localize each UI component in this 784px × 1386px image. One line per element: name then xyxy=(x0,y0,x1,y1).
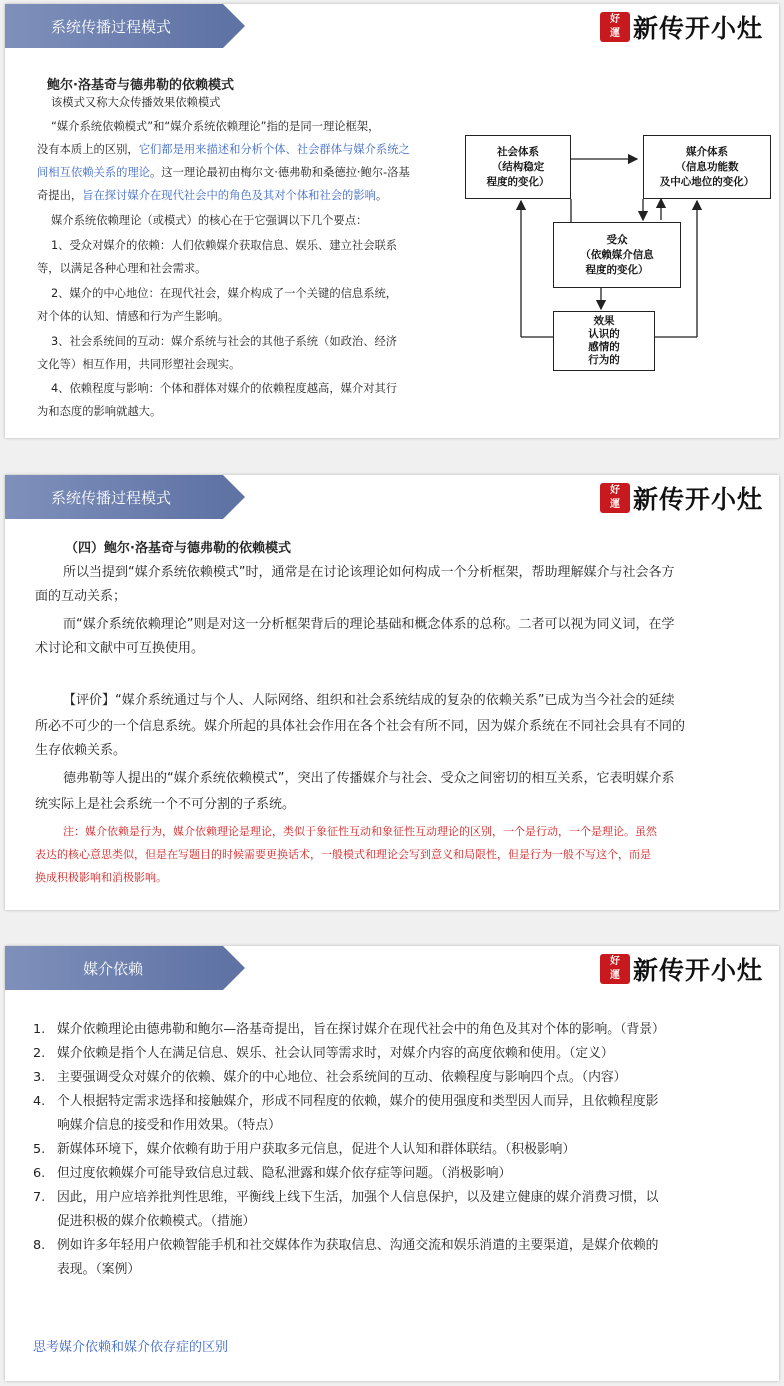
brand-logo xyxy=(600,481,763,515)
seal-icon: 好 運 xyxy=(600,483,630,513)
body-line: 所以当提到“媒介系统依赖模式”时，通常是在讨论该理论如何构成一个分析框架，帮助理解媒介与社会各方 xyxy=(63,565,675,580)
body-line: 德弗勒等人提出的“媒介系统依赖模式”，突出了传播媒介与社会、受众之间密切的相互关系，它表明媒介系 xyxy=(63,771,675,786)
body-line: 间相互依赖关系的理论。这一理论最初由梅尔文·德弗勒和桑德拉·鲍尔-洛基 xyxy=(37,166,410,179)
evaluation-line: 所必不可少的一个信息系统。媒介所起的具体社会作用在各个社会有所不同，因为媒介系统在不同社会具有不同的 xyxy=(35,719,686,734)
note-line: 注：媒介依赖是行为，媒介依赖理论是理论，类似于象征性互动和象征性互动理论的区别，一个是行动，一个是理论。虽然 xyxy=(63,825,657,838)
body-line: 媒介系统依赖理论（或模式）的核心在于它强调以下几个要点： xyxy=(51,214,368,227)
point-line: 为和态度的影响就越大。 xyxy=(37,405,162,418)
seal-icon: 好 運 xyxy=(600,12,630,42)
body-line: 术讨论和文献中可互换使用。 xyxy=(35,641,205,656)
slide-3 xyxy=(5,946,779,1381)
slide-2 xyxy=(5,475,779,910)
body-line: “媒介系统依赖模式”和“媒介系统依赖理论”指的是同一理论框架， xyxy=(51,120,380,133)
list-item: 8. 例如许多年轻用户依赖智能手机和社交媒体作为获取信息、沟通交流和娱乐消遣的主要渠道，是媒介依赖的 表现。（案例） xyxy=(33,1238,659,1277)
section-banner-label: 媒介依赖 xyxy=(83,960,144,978)
section-banner xyxy=(5,946,223,990)
list-item: 3. 主要强调受众对媒介的依赖、媒介的中心地位、社会系统间的互动、依赖程度与影响四个点。（内容） xyxy=(33,1070,627,1085)
list-item: 7. 因此，用户应培养批判性思维，平衡线上线下生活，加强个人信息保护，以及建立健康的媒介消费习惯，以 促进积极的媒介依赖模式。（措施） xyxy=(33,1190,659,1229)
media-dependency-list xyxy=(33,1018,753,1282)
evaluation-line: 生存依赖关系。 xyxy=(35,743,127,758)
page-title: 鲍尔·洛基奇与德弗勒的依赖模式 xyxy=(47,78,234,93)
point-line: 2、媒介的中心地位：在现代社会，媒介构成了一个关键的信息系统， xyxy=(51,287,398,300)
section-banner xyxy=(5,4,223,48)
seal-icon: 好 運 xyxy=(600,954,630,984)
audience-box: 受众 （依赖媒介信息 程度的变化） xyxy=(553,222,681,288)
brand-name: 新传开小灶 xyxy=(632,956,763,985)
body-line: 面的互动关系； xyxy=(35,589,127,604)
list-item: 2. 媒介依赖是指个人在满足信息、娱乐、社会认同等需求时，对媒介内容的高度依赖和使用。（定义） xyxy=(33,1046,614,1061)
point-line: 对个体的认知、情感和行为产生影响。 xyxy=(37,310,230,323)
list-item: 6. 但过度依赖媒介可能导致信息过载、隐私泄露和媒介依存症等问题。（消极影响） xyxy=(33,1166,512,1181)
dependency-diagram xyxy=(461,125,773,373)
section-banner-label: 系统传播过程模式 xyxy=(51,489,172,507)
point-line: 4、依赖程度与影响：个体和群体对媒介的依赖程度越高，媒介对其行 xyxy=(51,382,398,395)
note-line: 换成积极影响和消极影响。 xyxy=(35,871,167,884)
think-question: 思考媒介依赖和媒介依存症的区别 xyxy=(33,1340,229,1355)
list-item: 1. 媒介依赖理论由德弗勒和鲍尔—洛基奇提出，旨在探讨媒介在现代社会中的角色及其对个体的影响。（背景） xyxy=(33,1022,665,1037)
evaluation-line: 【评价】“媒介系统通过与个人、人际网络、组织和社会系统结成的复杂的依赖关系”已成为当今社会的延续 xyxy=(63,693,675,708)
body-line: 奇提出，旨在探讨媒介在现代社会中的角色及其对个体和社会的影响。 xyxy=(37,189,388,202)
effects-box: 效果 认识的 感情的 行为的 xyxy=(553,311,655,371)
highlight-text: 它们都是用来描述和分析个体、社会群体与媒介系统之 xyxy=(138,143,410,156)
point-line: 1、受众对媒介的依赖：人们依赖媒介获取信息、娱乐、建立社会联系 xyxy=(51,239,398,252)
slide-1 xyxy=(5,4,779,438)
list-item: 4. 个人根据特定需求选择和接触媒介，形成不同程度的依赖，媒介的使用强度和类型因人而异，且依赖程度影 响媒介信息的接受和作用效果。（特点） xyxy=(33,1094,659,1133)
point-line: 文化等）相互作用，共同形塑社会现实。 xyxy=(37,358,241,371)
page-title: （四）鲍尔·洛基奇与德弗勒的依赖模式 xyxy=(65,541,291,556)
intro-line: 该模式又称大众传播效果依赖模式 xyxy=(51,96,221,109)
brand-logo xyxy=(600,10,763,44)
body-line: 统实际上是社会系统一个不可分割的子系统。 xyxy=(35,797,296,812)
point-line: 等，以满足各种心理和社会需求。 xyxy=(37,262,207,275)
brand-name: 新传开小灶 xyxy=(632,14,763,43)
note-line: 表达的核心意思类似，但是在写题目的时候需要更换话术，一般模式和理论会写到意义和局限性，但是行为一般不写这个，而是 xyxy=(35,848,651,861)
section-banner-label: 系统传播过程模式 xyxy=(51,18,172,36)
brand-logo xyxy=(600,952,763,986)
brand-name: 新传开小灶 xyxy=(632,485,763,514)
highlight-text: 旨在探讨媒介在现代社会中的角色及其对个体和社会的影响 xyxy=(82,189,376,202)
section-banner xyxy=(5,475,223,519)
media-system-box: 媒介体系 （信息功能数 及中心地位的变化） xyxy=(643,135,771,199)
point-line: 3、社会系统间的互动：媒介系统与社会的其他子系统（如政治、经济 xyxy=(51,335,398,348)
highlight-text: 间相互依赖关系的理论 xyxy=(37,166,150,179)
list-item: 5. 新媒体环境下，媒介依赖有助于用户获取多元信息，促进个人认知和群体联结。（积极影响） xyxy=(33,1142,576,1157)
body-line: 没有本质上的区别，它们都是用来描述和分析个体、社会群体与媒介系统之 xyxy=(37,143,410,156)
society-system-box: 社会体系 （结构稳定 程度的变化） xyxy=(465,135,571,199)
body-line: 而“媒介系统依赖理论”则是对这一分析框架背后的理论基础和概念体系的总称。二者可以视为同义词，在学 xyxy=(63,617,675,632)
